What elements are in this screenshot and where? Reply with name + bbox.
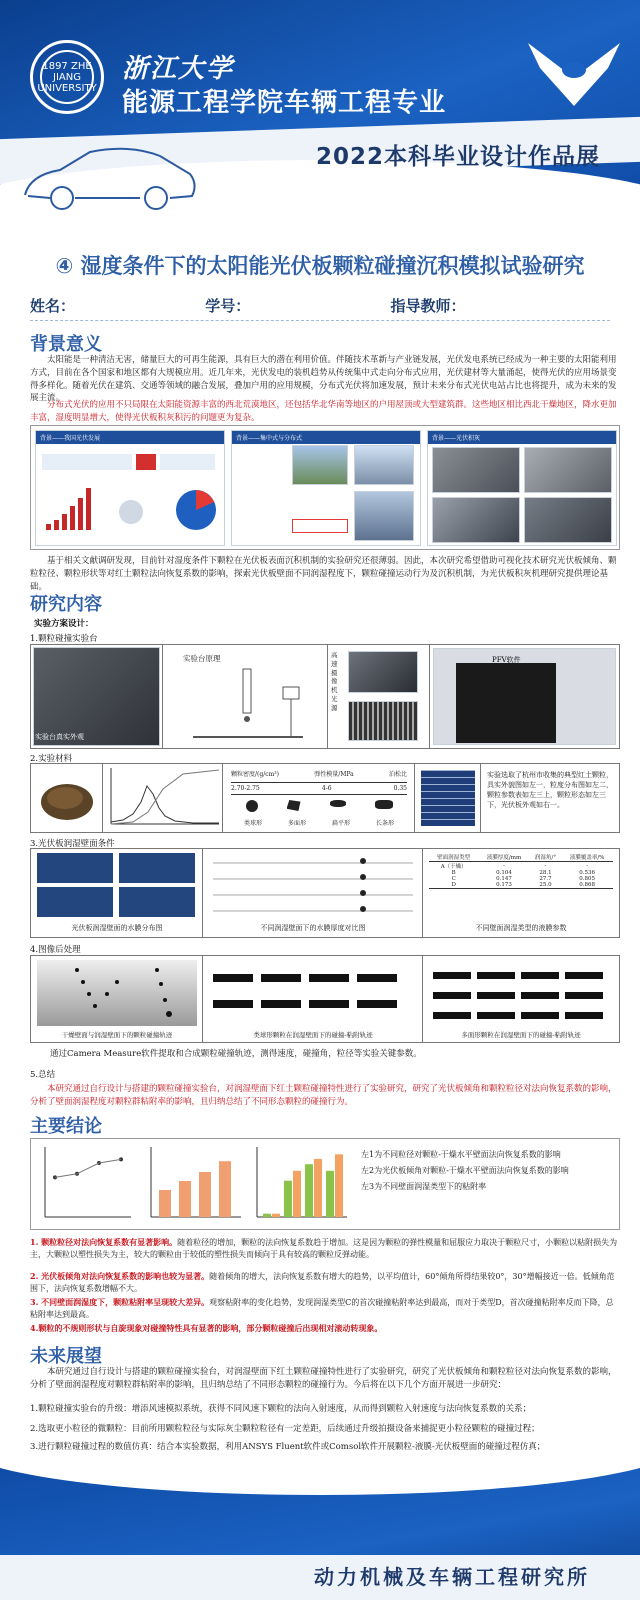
- conclusion-3-heading: 3. 不同壁面润湿度下，颗粒粘附率呈现较大差异。: [30, 1297, 210, 1307]
- student-id-label: 学号：: [205, 297, 251, 315]
- water-film-photo: [37, 887, 113, 917]
- item-1-label: 1.颗粒碰撞实验台: [30, 634, 98, 644]
- table-cell: 28.1: [539, 870, 552, 876]
- exhibition-title: 2022本科毕业设计作品展: [315, 144, 600, 170]
- chart-bar: [326, 1171, 334, 1217]
- conclusion-2: [30, 1270, 620, 1296]
- table-cell: -: [544, 863, 547, 869]
- chart-legend-text: [361, 1147, 569, 1195]
- table-cell: -: [586, 863, 589, 869]
- university-logo-text: 1897 ZHE JIANG UNIVERSITY: [40, 50, 94, 104]
- principle-diagram: [173, 667, 323, 745]
- college-emblem-icon: [528, 38, 620, 108]
- param-poisson: 0.35: [393, 785, 407, 792]
- materials-figure-row: [30, 763, 620, 833]
- table-cell: 0.104: [496, 870, 512, 876]
- table-header: 液膜厚度/mm: [486, 855, 522, 861]
- spherical-particle-icon: [246, 800, 258, 812]
- water-film-photo: [119, 853, 195, 883]
- params-header-row: [231, 769, 407, 778]
- conclusion-2-text: 随着倾角的增大，法向恢复系数有增大的趋势，以平均值计，60°倾角所得结果较0°，30°增幅接近一倍。低倾角范围下，法向恢复系数增幅不大。: [30, 1272, 615, 1294]
- footer-banner: [0, 1455, 640, 1600]
- software-cell: [430, 645, 619, 748]
- water-film-cell: [31, 849, 203, 937]
- table-cell: D: [451, 882, 456, 888]
- shape-label: 扁平形: [331, 820, 350, 827]
- particle-shape-icons: [231, 800, 407, 812]
- camera-caption-char: 高: [331, 651, 338, 659]
- advisor-label: 指导教师：: [390, 297, 466, 315]
- film-params-table: [429, 853, 613, 889]
- conclusion-charts: [31, 1139, 351, 1229]
- camera-caption-char: 摄: [331, 668, 338, 677]
- water-film-photo: [119, 887, 195, 917]
- figure-dust-accumulation: [427, 430, 617, 546]
- car-outline-icon: [20, 140, 200, 210]
- background-figure-panel: [30, 425, 620, 550]
- conclusion-3-text: 观察粘附率的变化趋势，发现润湿类型C的首次碰撞粘附率达到最高，而对于类型D，首次碰撞粘附率反而下降，总粘附率达到最高。: [30, 1298, 614, 1320]
- section-heading-research: 研究内容: [30, 594, 102, 615]
- chart-bar: [179, 1181, 191, 1217]
- software-video-area: [456, 663, 556, 743]
- chart-bar: [219, 1161, 231, 1217]
- research-summary-red: 本研究通过自行设计与搭建的颗粒碰撞实验台，对润湿壁面下红土颗粒碰撞特性进行了实验研究，研究了光伏板倾角和颗粒粒径对法向恢复系数的影响，分析了壁面润湿程度对颗粒群粘附率的影响，且归纳总结了不同形态颗粒的碰撞行为。: [30, 1084, 617, 1107]
- polyhedral-particle-icon: [287, 800, 301, 811]
- pv-panel-cell: [415, 764, 481, 832]
- chart-left2: [151, 1147, 241, 1217]
- highlight-box: [292, 519, 348, 533]
- setup-photo-caption: 实验台真实外观: [35, 733, 84, 741]
- design-label: 实验方案设计：: [34, 619, 94, 629]
- setup-figure-row: [30, 644, 620, 749]
- shape-label: 类球形: [243, 820, 262, 827]
- chart-bar: [314, 1159, 322, 1217]
- spherical-adhesion-cell: [203, 956, 423, 1042]
- item-3-label: 3.光伏板润湿壁面条件: [30, 839, 115, 849]
- camera-caption-char: 速: [331, 659, 338, 668]
- chart-bar: [199, 1172, 211, 1217]
- chart-bar: [305, 1164, 313, 1217]
- university-name: 浙江大学: [122, 54, 235, 84]
- trajectory-dots: [37, 960, 197, 1026]
- table-cell: -: [503, 863, 505, 869]
- item-4-label: 4.图像后处理: [30, 945, 81, 955]
- background-paragraph-red: 分布式光伏的应用不只局限在太阳能资源丰富的西北荒漠地区，还包括华北华南等地区的户用屋顶或大型建筑群。这些地区相比西北干燥地区，降水更加丰富，湿度明显增大，使得光伏板积灰积污的问题更为复杂。: [30, 400, 617, 423]
- item-5-label: 5.总结: [30, 1070, 56, 1080]
- future-intro: 本研究通过自行设计与搭建的颗粒碰撞实验台，对润湿壁面下红土颗粒碰撞特性进行了实验研究，研究了光伏板倾角和颗粒粒径对法向恢复系数的影响，分析了壁面润湿程度对颗粒群粘附率的影响，且归纳总结了不同形态颗粒的碰撞行为。今后将在以下几个方面开展进一步研究：: [30, 1367, 617, 1390]
- figure-pv-development: [35, 430, 225, 546]
- image-processing-row: [30, 955, 620, 1043]
- film-thickness-images: [203, 849, 423, 919]
- polyhedral-adhesion-cell: [423, 956, 619, 1042]
- size-distribution-chart: [103, 764, 223, 832]
- table-header: 壁面润湿类型: [437, 855, 471, 861]
- shape-label: 长条形: [375, 820, 394, 827]
- chart-left1: [45, 1147, 131, 1217]
- dusty-panel-photo-2: [524, 447, 612, 493]
- section-heading-conclusions: 主要结论: [30, 1116, 102, 1137]
- future-item-2: 2.选取更小粒径的微颗粒：目前所用颗粒粒径与实际灰尘颗粒粒径有一定差距，后续通过升级拍摄设备来捕捉更小粒径颗粒的碰撞过程；: [30, 1424, 540, 1434]
- param-modulus: 4-6: [321, 785, 332, 792]
- table-cell: B: [451, 870, 456, 876]
- polyhedral-adhesion-caption: 多面形颗粒在润湿壁面下的碰撞-粘附轨迹: [461, 1031, 581, 1039]
- camera-photo: [348, 651, 418, 693]
- camera-caption-char: 机: [331, 686, 338, 695]
- conclusion-charts-panel: [30, 1138, 620, 1230]
- image-processing-text: 通过Camera Measure软件提取和合成颗粒碰撞轨迹，测得速度，碰撞角，粒径等实验关键参数。: [50, 1049, 422, 1059]
- software-screenshot: [433, 648, 616, 745]
- dusty-panel-photo-4: [524, 497, 612, 543]
- particle-params-cell: [223, 764, 415, 832]
- table-cell: A（干燥）: [440, 864, 467, 870]
- params-header-density: 颗粒密度/(g/cm³): [231, 771, 280, 778]
- light-source-photo: [348, 701, 418, 741]
- figure-header: 背景——集中式与分布式: [232, 431, 420, 444]
- poster-title: ④ 湿度条件下的太阳能光伏板颗粒碰撞沉积模拟试验研究: [55, 254, 585, 278]
- table-cell: 25.0: [539, 882, 552, 888]
- film-thickness-cell: [203, 849, 423, 937]
- water-film-photo: [37, 853, 113, 883]
- conclusion-1: [30, 1236, 620, 1262]
- water-film-caption: 光伏板润湿壁面的水膜分布图: [71, 924, 163, 932]
- chart-bar: [272, 1214, 280, 1217]
- conclusion-4: [30, 1322, 620, 1335]
- background-paragraph-1: 太阳能是一种清洁无害，储量巨大的可再生能源，具有巨大的潜在利用价值。伴随技术革新与产业链发展，光伏发电系统已经成为一种主要的太阳能利用方式，目前在各个国家和地区都有大规模应用。近几年来，光伏发电的装机趋势从传统集中式走向分布式应用，光伏建材等大量涌起，使得光伏的应用场景变得多样化。随着光伏在建筑、交通等领域的融合发展，叠加户用的应用规模，分布式光伏将加速发展，预计未来分布式光伏电站占比也将提升，成为未来的发展主流。: [30, 355, 617, 404]
- future-item-1: 1.颗粒碰撞实验台的升级：增添风速模拟系统，获得不同风速下颗粒的法向入射速度，从而得到颗粒入射速度与法向恢复系数的关系；: [30, 1404, 532, 1414]
- conclusion-3: [30, 1296, 620, 1322]
- camera-caption-char: 源: [331, 703, 338, 712]
- section-heading-background: 背景意义: [30, 334, 102, 355]
- params-header-poisson: 泊松比: [388, 771, 407, 778]
- trajectory-cell: [31, 956, 203, 1042]
- setup-photo-cell: [31, 645, 163, 748]
- table-cell: C: [451, 876, 456, 882]
- pv-panel-photo: [421, 770, 475, 826]
- item-2-label: 2.实验材料: [30, 754, 73, 764]
- polyhedral-adhesion-frames: [429, 960, 613, 1026]
- particle-shape-labels: [231, 818, 407, 827]
- table-header: 润湿角/°: [534, 855, 556, 861]
- rooftop-pv-photo: [354, 445, 414, 485]
- params-header-modulus: 弹性模量/MPa: [314, 771, 354, 778]
- author-info-line: [30, 295, 610, 321]
- conclusion-4-heading: 4.颗粒的不规则形状与自旋现象对碰撞特性具有显著的影响，部分颗粒碰撞后出现相对滚动转现象。: [30, 1323, 383, 1333]
- chart-bar: [335, 1154, 343, 1217]
- trajectory-caption: 干燥壁面与润湿壁面下的颗粒碰撞轨迹: [61, 1031, 173, 1039]
- camera-cell: [328, 645, 430, 748]
- name-label: 姓名：: [30, 297, 76, 315]
- section-heading-future: 未来展望: [30, 1346, 102, 1367]
- table-cell: 0.536: [579, 870, 595, 876]
- chart-legend-line: 左1为不同粒径对颗粒-干燥水平壁面法向恢复系数的影响: [361, 1150, 561, 1159]
- materials-description: 实验选取了杭州市收集的典型红土颗粒，具实外貌图如左一，粒度分布图如左二，颗粒参数表如左三上，颗粒形态如左三下，光伏板外观如右一。: [487, 771, 613, 810]
- future-item-3: 3.进行颗粒碰撞过程的数值仿真：结合本实验数据，利用ANSYS Fluent软件或Comsol软件开展颗粒-液膜-光伏板壁面的碰撞过程仿真；: [30, 1442, 546, 1452]
- figure-header: 背景——我国光伏发展: [36, 431, 224, 444]
- conclusion-2-heading: 2. 光伏板倾角对法向恢复系数的影响也较为显著。: [30, 1271, 210, 1281]
- background-paragraph-2: 基于相关文献调研发现，目前针对湿度条件下颗粒在光伏板表面沉积机制的实验研究还很薄弱。因此，本次研究希望借助可视化技术研究光伏板倾角、颗粒粒径、颗粒形状等对红土颗粒法向恢复系数的影响，探索光伏板壁面不同润湿程度下，颗粒碰撞运动行为及沉积机制，为光伏板积灰机理研究提供理论基础。: [30, 556, 617, 592]
- camera-caption-char: 光: [331, 694, 338, 703]
- film-params-cell: [423, 849, 619, 937]
- department-name: 能源工程学院车辆工程专业: [122, 88, 447, 118]
- soil-photo-cell: [31, 764, 103, 832]
- institute-name: 动力机械及车辆工程研究所: [314, 1565, 590, 1589]
- footer-wave: [0, 1455, 640, 1495]
- chart-legend-line: 左2为光伏板倾角对颗粒-干燥水平壁面法向恢复系数的影响: [361, 1166, 569, 1175]
- soil-particles-photo: [31, 764, 103, 832]
- spherical-adhesion-frames: [209, 960, 417, 1026]
- chart-trend-line: [55, 1159, 121, 1177]
- chart-left3: [257, 1147, 347, 1217]
- trajectory-images: [37, 960, 197, 1026]
- shape-label: 多面形: [287, 820, 306, 827]
- table-cell: 27.7: [539, 876, 552, 882]
- conclusion-1-text: 随着粒径的增加，颗粒的法向恢复系数趋于增加。这是因为颗粒的弹性模量和屈服应力取决于颗粒尺寸，小颗粒以粘附损失为主，大颗粒以塑性损失为主，较大的颗粒由于较低的塑性损失而倾向于具有较高的颗粒反弹动能。: [30, 1238, 618, 1260]
- params-value-row: [231, 782, 407, 795]
- software-caption: PFV软件: [492, 656, 521, 664]
- chart-bar: [293, 1171, 301, 1217]
- table-cell: 0.173: [496, 882, 512, 888]
- elongated-particle-icon: [375, 800, 393, 809]
- film-params-header: [429, 853, 613, 862]
- dusty-panel-photo-1: [432, 447, 520, 493]
- pv-growth-chart: [36, 444, 224, 544]
- figure-header: 背景——光伏积灰: [428, 431, 616, 444]
- table-row: [429, 862, 613, 871]
- table-row: [429, 882, 613, 889]
- principle-cell: [163, 645, 328, 748]
- chart-legend-line: 左3为不同壁面润湿类型下的粘附率: [361, 1182, 487, 1191]
- size-distribution-cell: [103, 764, 223, 832]
- chart-bar: [284, 1181, 292, 1217]
- table-cell: 0.868: [579, 882, 595, 888]
- table-cell: 0.805: [579, 876, 595, 882]
- university-logo: [30, 40, 104, 114]
- principle-caption: 实验台原理: [183, 654, 221, 663]
- chart-bar: [263, 1214, 271, 1217]
- flat-particle-icon: [330, 800, 346, 807]
- dusty-panel-photo-3: [432, 497, 520, 543]
- camera-caption-char: 像: [331, 677, 338, 686]
- table-cell: 0.147: [496, 876, 512, 882]
- chart-bar: [159, 1190, 171, 1217]
- film-params-caption: 不同壁面润湿类型的液膜参数: [475, 924, 567, 932]
- film-thickness-caption: 不同润湿壁面下的水膜厚度对比图: [260, 924, 366, 932]
- desert-pv-photo: [292, 445, 348, 485]
- param-density: 2.70-2.75: [231, 785, 260, 792]
- conclusion-1-heading: 1. 颗粒粒径对法向恢复系数有显著影响。: [30, 1237, 178, 1247]
- spherical-adhesion-caption: 类球形颗粒在润湿壁面下的碰撞-粘附轨迹: [253, 1031, 373, 1039]
- wetting-figure-row: [30, 848, 620, 938]
- camera-caption: [331, 651, 341, 712]
- figure-centralized-distributed: [231, 430, 421, 546]
- table-header: 液膜覆盖率/%: [569, 855, 605, 861]
- building-pv-photo: [354, 491, 414, 541]
- header-banner: [0, 0, 640, 215]
